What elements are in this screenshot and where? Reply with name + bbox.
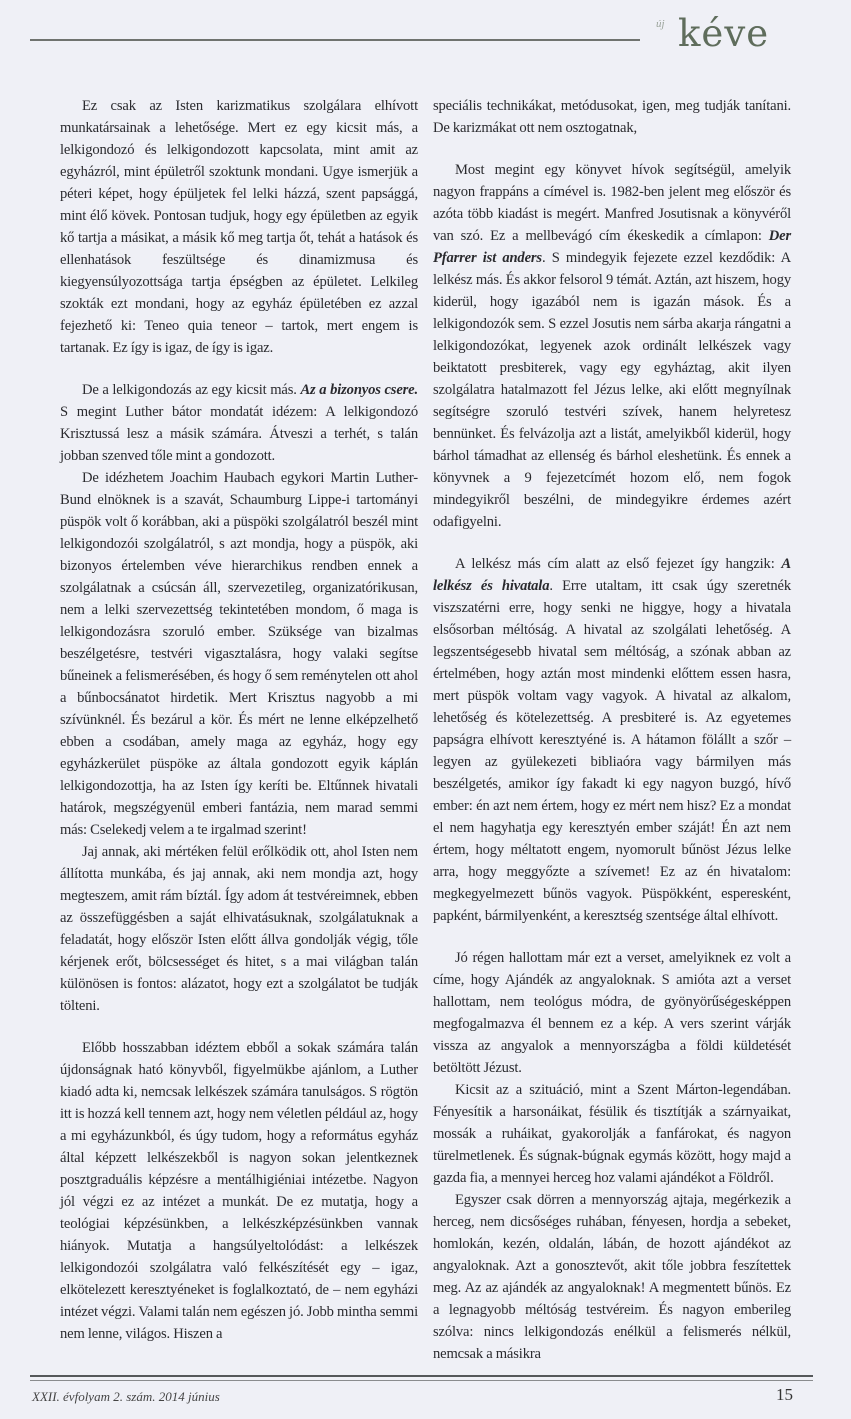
left-column	[60, 95, 418, 1345]
emphasized-text: Az a bizonyos csere.	[300, 382, 419, 398]
page-number: 15	[776, 1385, 793, 1404]
logo-prefix: új	[656, 18, 665, 30]
right-column	[433, 95, 791, 1365]
paragraph	[433, 553, 791, 927]
page-header	[0, 0, 851, 95]
footer-rule	[30, 1375, 813, 1381]
paragraph	[433, 159, 791, 533]
paragraph-text: Jó régen hallottam már ezt a verset, amelyiknek ez volt a címe, hogy Ajándék az angyaloknak. S amióta azt a verset hallottam, nem teológus módra, de gyönyörűségesképpen megfogalmazva él bennem ez a kép. A vers szerint várják vissza az angyalok a mennyországba a földi küldetését betöltött Jézust.	[433, 950, 791, 1076]
paragraph-text: . Erre utaltam, itt csak úgy szeretnék viszszatérni erre, hogy senki ne higgye, hogy a hivatala elsősorban méltóság. A hivatal az szolgálati lehetőség. A legszentségesebb hivatal sem méltóság, a szónak abban az értelmében, hogy aztán most mindenki előttem essen hasra, mert püspök voltam vagy vagyok. A hivatal az alkalom, lehetőség és kötelezettség. A presbiteré is. Az egyetemes papságra elhívott keresztyéné is. A hátamon fölállt a szőr – legyen az gyülekezeti bibliaóra vagy bármilyen más beszélgetés, amikor így fakadt ki egy nagyon buzgó, hívő ember: én azt nem értem, hogy ez mért nem hisz? Ez a mondat el nem hagyhatja egy keresztyén ember száját! Én azt nem értem, hogy méltatott engem, nyomorult bűnöst Jézus lelke arra, hogy meggyőzte a szívemet! Ez az én hivatalom: megkegyelmezett bűnös vagyok. Püspökként, esperesként, papként, bármilyenként, a keresztség szentsége által elhívott.	[433, 578, 792, 924]
paragraph-text: Kicsit az a szituáció, mint a Szent Márton-legendában. Fényesítik a harsonáikat, fésülik és tisztítják a szárnyaikat, mossák a ruháikat, gyakorolják a fanfárokat, és nagyon türelmetlenek. És súgnak-búgnak egymás között, hogy majd a gazda fia, a mennyei herceg hoz valami ajándékot a Földről.	[433, 1082, 791, 1186]
emphasized-text: A lelkész és hivatala	[433, 556, 791, 594]
header-rule	[30, 39, 640, 41]
paragraph-text: . S mindegyik fejezete ezzel kezdődik: A lelkész más. És akkor felsorol 9 témát. Aztán, azt hiszem, hogy kiderül, hogy igazából nem is igazán mások. És a lelkigondozók sem. S ezzel Josutis nem sárba akarja rángatni a lelkigondozókat, legyenek azok ordinált lelkészek vagy beiktatott presbiterek, vagy egy egyháztag, akit ilyen szolgálatra hatalmazott fel Jézus lelke, aki előtt megnyílnak segítségre szoruló testvéri szívek, hanem helyretesz bennünket. És felvázolja azt a listát, amelyikből kiderül, hogy bárhol támadhat az ellenség és bárhol eleshetünk. És ennek a könyvnek a 9 fejezetcímét hozom elő, nem fogok mindegyikről beszélni, de mindegyikre érdemes azért odafigyelni.	[433, 250, 791, 530]
paragraph-text: Egyszer csak dörren a mennyország ajtaja, megérkezik a herceg, nem dicsőséges ruhában, fényesen, hordja a sebeket, homlokán, kezén, oldalán, lábán, de hozott ajándékot az angyaloknak. Azt a gonosztevőt, akit tőle jobbra feszítettek meg. Az az ajándék az angyaloknak! A megmentett bűnös. Ez a legnagyobb méltóság testvéreim. És nagyon emberileg szólva: nincs lelkigondozás enélkül a felismerés nélkül, nemcsak a másikra	[433, 1192, 791, 1362]
paragraph-text: Jaj annak, aki mértéken felül erőlködik ott, ahol Isten nem állította munkába, és jaj annak, aki nem mondja azt, hogy megteszem, amit rám bíztál. Így adom át testvéreimnek, ebben az összefüggésben a saját elhivatásuknak, szolgálatuknak a feladatát, hogy először Isten előtt állva gondolják végig, tőle kérjenek erőt, bölcsességet és hitet, s a mai világban talán különösen is fontos: alázatot, hogy ezt a szolgálatot be tudják tölteni.	[60, 844, 418, 1014]
paragraph	[433, 95, 791, 139]
paragraph-text: speciális technikákat, metódusokat, igen, meg tudják tanítani. De karizmákat ott nem osztogatnak,	[433, 98, 791, 136]
paragraph-text: De idézhetem Joachim Haubach egykori Martin Luther-Bund elnöknek is a szavát, Schaumburg Lippe-i tartományi püspök volt ő korábban, aki a püspöki szolgálatról beszél mint lelkigondozói szolgálatról, s azt mondja, hogy a püspök, aki bizonyos értelemben véve hierarchikus rendben ennek a szolgálatnak a csúcsán áll, szervezetileg, organizatórikusan, nem a lelki szervezettség tekintetében mondom, ő maga is lelkigondozásra szoruló ember. Szüksége van bizalmas beszélgetésre, testvéri vigasztalásra, hogy valaki segítse bűneinek a felismerésében, és hogy ő sem reménytelen ott ahol a bűnbocsánatot hirdetik. Mert Krisztus nagyobb a mi szívünknél. És bezárul a kör. És mért ne lenne elképzelhető ebben a csodában, amely maga az egyház, hogy egy egyházkerület püspöke az általa gondozott egyik káplán lelkigondozottja, ha az Isten így keríti be. Eltűnnek hivatali határok, megszégyenül emberi fantázia, nem marad semmi más: Cselekedj velem a te irgalmad szerint!	[60, 470, 418, 838]
magazine-logo: kéve	[678, 12, 770, 55]
paragraph-text: Most megint egy könyvet hívok segítségül, amelyik nagyon frappáns a címével is. 1982-ben jelent meg először és azóta több kiadást is megért. Manfred Josutisnak a könyvéről van szó. Ez a mellbevágó cím ékeskedik a címlapon:	[433, 162, 791, 244]
paragraph	[433, 1079, 791, 1189]
paragraph-text: Előbb hosszabban idéztem ebből a sokak számára talán újdonságnak ható könyvből, figyelmükbe ajánlom, a Luther kiadó adta ki, nemcsak lelkészek számára tanulságos. S rögtön itt is hozzá kell tennem azt, hogy nem véletlen például az, hogy a mi egyházunkból, és úgy tudom, hogy a református egyház által képzett lelkészekből is nagyon sokan jelentkeznek posztgraduális képzésre a mentálhigiéniai intézetbe. Nagyon jól végzi ez az intézet a munkát. De ez mutatja, hogy a teológiai képzésünkben, a lelkészképzésünkben vannak hiányok. Mutatja a hangsúlyeltolódást: a lelkészek lelkigondozói szolgálatra való felkészítését egy – igaz, elkötelezett keresztyéneket is foglalkoztató, de – nem egyházi intézet végzi. Valami talán nem egészen jó. Jobb mintha semmi nem lenne, világos. Hiszen a	[60, 1040, 418, 1342]
paragraph	[60, 841, 418, 1017]
paragraph	[433, 1189, 791, 1365]
paragraph	[60, 467, 418, 841]
paragraph	[60, 95, 418, 359]
page-footer	[0, 1375, 851, 1419]
paragraph-text: A lelkész más cím alatt az első fejezet így hangzik:	[455, 556, 782, 572]
paragraph	[60, 1037, 418, 1345]
paragraph	[60, 379, 418, 467]
paragraph-text: De a lelkigondozás az egy kicsit más.	[82, 382, 301, 398]
paragraph-text: S megint Luther bátor mondatát idézem: A lelkigondozó Krisztussá lesz a másik számára. Átveszi a terhét, s talán jobban szenved tőle mint a gondozott.	[60, 404, 418, 464]
issue-info: XXII. évfolyam 2. szám. 2014 június	[32, 1389, 220, 1404]
article-body	[0, 95, 851, 1365]
paragraph	[433, 947, 791, 1079]
emphasized-text: Der Pfarrer ist anders	[433, 228, 791, 266]
paragraph-text: Ez csak az Isten karizmatikus szolgálara elhívott munkatársainak a lehetősége. Mert ez egy kicsit más, a lelkigondozó és lelkigondozott kapcsolata, mint amit az egyházról, mint épületről szoktunk mondani. Ugye ismerjük a péteri képet, hogy épüljetek fel lelki házzá, szent papsággá, mint élő kövek. Pontosan tudjuk, hogy egy épületben az egyik kő tartja a másikat, a másik kő meg tartja őt, tehát a hatások és ellenhatások feszültsége és dinamizmusa és kiegyensúlyozottsága tartja épségben az épületet. Lelkileg szokták ezt mondani, hogy az egyház épületében ez azzal fejezhető ki: Teneo quia teneor – tartok, mert engem is tartanak. Ez így is igaz, de így is igaz.	[60, 98, 418, 356]
